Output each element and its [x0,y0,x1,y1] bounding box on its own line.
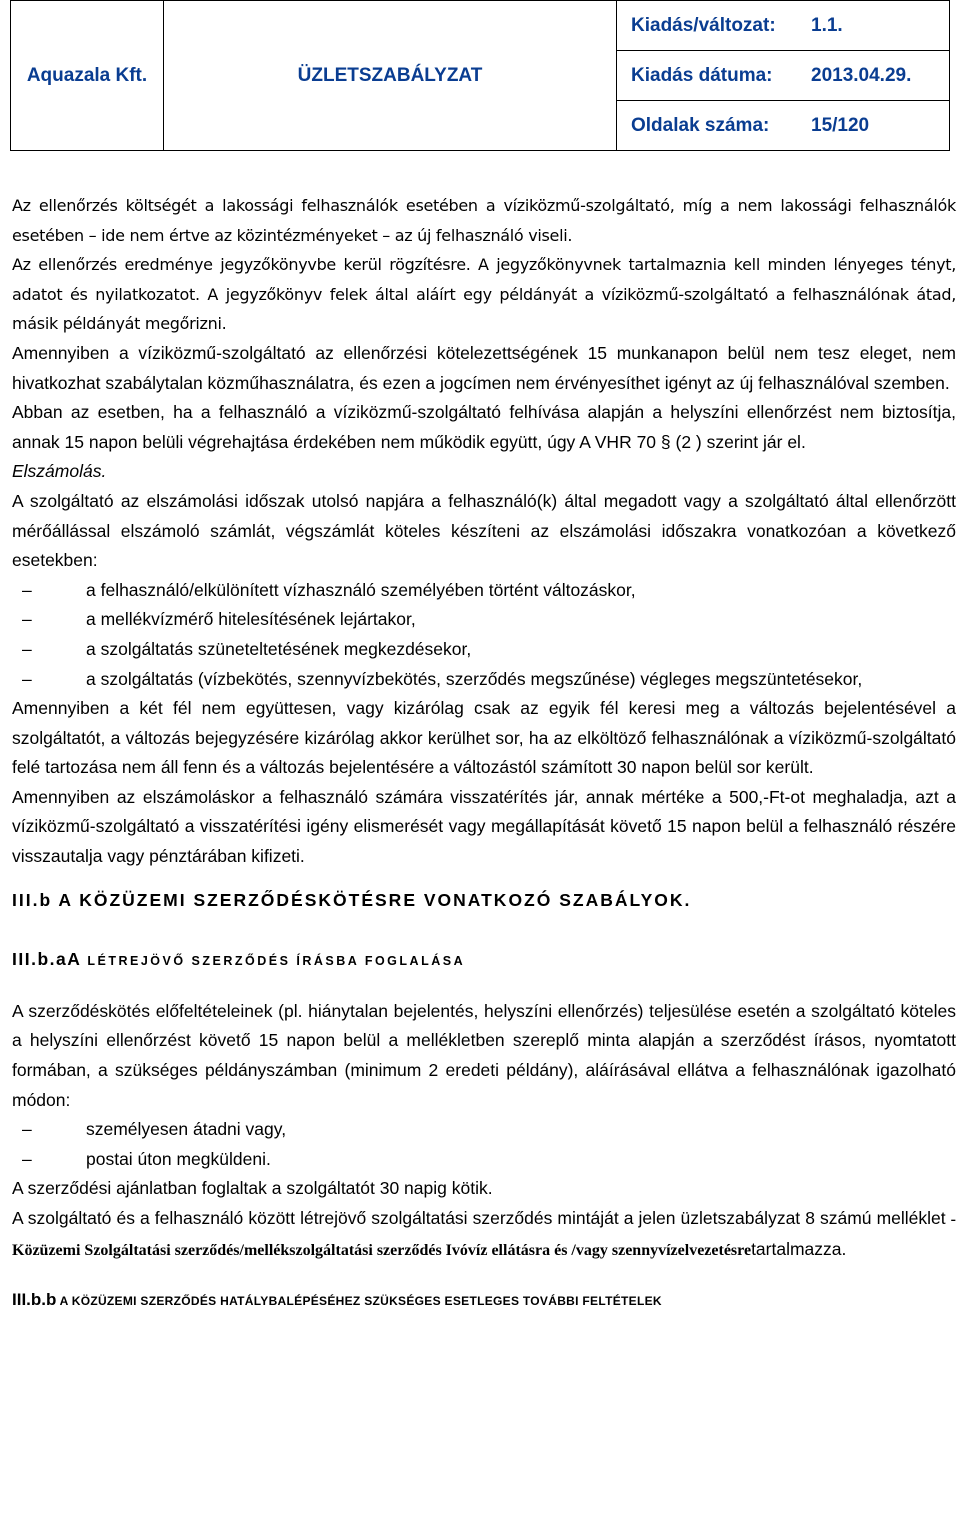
document-body [12,191,956,1317]
pages-cell [617,101,950,151]
section-heading: III.b A KÖZÜZEMI SZERZŐDÉSKÖTÉSRE VONATKOZÓ SZABÁLYOK. [12,889,692,910]
pages-value: 15/120 [811,114,870,136]
dash-bullet: – [22,1119,32,1140]
paragraph: Az ellenőrzés költségét a lakossági felhasználók esetében a víziközmű-szolgáltató, míg a nem lakossági felhasználók esetében – ide nem értve az közintézményeket – az új felhasználó viseli. [12,196,956,245]
dash-bullet: – [22,638,32,659]
date-value: 2013.04.29. [811,64,912,86]
paragraph: A szerződési ajánlatban foglaltak a szolgáltatót 30 napig kötik. [12,1178,493,1199]
list-item: – postai úton megküldeni. [12,1145,956,1175]
paragraph: A szolgáltató az elszámolási időszak utolsó napjára a felhasználó(k) által megadott vagy a szolgáltató által ellenőrzött mérőállással elszámoló számlát, végszámlát köteles készíteni az elszámolási időszakra vonatkozóan a következő esetekben: [12,490,956,571]
edition-cell [617,1,950,51]
list [12,1115,956,1174]
dash-bullet: – [22,668,32,689]
list-item: – személyesen átadni vagy, [12,1115,956,1145]
paragraph-part: Az ellenőrzés eredménye jegyzőkönyvbe kerül rögzítésre. A jegyzőkönyvnek tartalmaznia kell minden lényeges tényt, adatot és nyilatkozatot. [12,255,956,304]
paragraph: Amennyiben a két fél nem együttesen, vagy kizárólag csak az egyik fél keresi meg a változás bejelentésével a szolgáltatót, a változás bejegyzésére kizárólag akkor kerülhet sor, ha az elköltöző felhasználónak a víziközmű-szolgáltató felé tartozása nem áll fenn és a változás bejelentésére a változástól számított 30 napon belül sor került. [12,698,956,778]
edition-label: Kiadás/változat: [631,14,776,36]
document-title: ÜZLETSZABÁLYZAT [164,1,617,151]
paragraph: A szerződéskötés előfeltételeinek (pl. hiánytalan bejelentés, helyszíni ellenőrzés) teljesülése esetén a szolgáltató köteles a helyszíni ellenőrzést követő 15 napon belül a mellékletben szereplő minta alapján a szerződést írásos, nyomtatott formában, a szükséges példányszámban (minimum 2 eredeti példány), aláírásával ellátva a felhasználónak igazolható módon: [12,1000,956,1110]
subsection-heading: III.b.aA LÉTREJÖVŐ SZERZŐDÉS ÍRÁSBA FOGLALÁSA [12,949,466,970]
dash-bullet: – [22,579,32,600]
company-name: Aquazala Kft. [11,1,164,151]
subsection-heading: III.b.b A KÖZÜZEMI SZERZŐDÉS HATÁLYBALÉPÉSÉHEZ SZÜKSÉGES ESETLEGES TOVÁBBI FELTÉTELEK [12,1290,662,1310]
paragraph: A szolgáltató és a felhasználó között létrejövő szolgáltatási szerződés mintáját a jelen üzletszabályzat 8 számú melléklet - Közüzemi Szolgáltatási szerződés/mellékszolgáltatási szerződés Ivóvíz ellátásra és /vagy szennyvízelvezetésretartalmazza. [12,1208,956,1259]
document-header [10,0,950,151]
date-label: Kiadás dátuma: [631,64,773,86]
paragraph: Abban az esetben, ha a felhasználó a víziközmű-szolgáltató felhívása alapján a helyszíni ellenőrzést nem biztosítja, annak 15 napon belüli végrehajtása érdekében nem működik együtt, úgy A VHR 70 § (2 ) szerint jár el. [12,402,956,452]
annex-reference: - Közüzemi Szolgáltatási szerződés/mellékszolgáltatási szerződés Ivóvíz ellátásra és /vagy szennyvízelvezetésre [12,1211,956,1259]
list-item: – a szolgáltatás szüneteltetésének megkezdésekor, [12,635,956,665]
list [12,576,956,694]
date-cell [617,51,950,101]
paragraph-part: A jegyzőkönyv felek által aláírt egy példányát a víziközmű-szolgáltató a felhasználónak átad, másik példányát megőrizni. [12,284,956,334]
dash-bullet: – [22,1148,32,1169]
list-item: – a felhasználó/elkülönített vízhasználó személyében történt változáskor, [12,576,956,606]
paragraph: Amennyiben a víziközmű-szolgáltató az ellenőrzési kötelezettségének 15 munkanapon belül nem tesz eleget, nem hivatkozhat szabálytalan közműhasználatra, és ezen a jogcímen nem érvényesíthet igényt az új felhasználóval szemben. [12,342,956,393]
edition-value: 1.1. [811,14,843,36]
pages-label: Oldalak száma: [631,114,770,136]
list-item: – a mellékvízmérő hitelesítésének lejártakor, [12,605,956,635]
paragraph: Amennyiben az elszámoláskor a felhasználó számára visszatérítés jár, annak mértéke a 500,-Ft-ot meghaladja, azt a víziközmű-szolgáltató a visszatérítési igény elismerését vagy megállapítását követő 15 napon belül a felhasználó részére visszautalja vagy pénztárában kifizeti. [12,786,956,867]
section-label: Elszámolás. [12,461,107,482]
dash-bullet: – [22,609,32,630]
list-item: – a szolgáltatás (vízbekötés, szennyvízbekötés, szerződés megszűnése) végleges megszüntetésekor, [12,665,956,695]
paragraph [12,250,956,339]
